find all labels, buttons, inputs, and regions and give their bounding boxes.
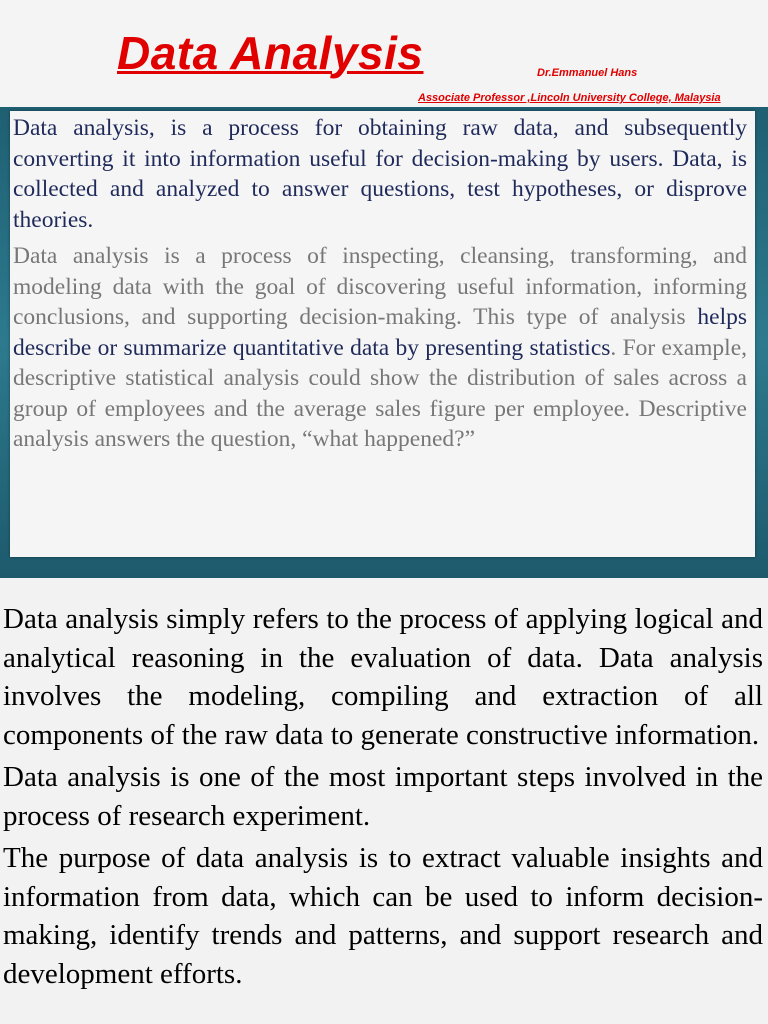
panel-text-segment: Data analysis is a process of inspecting, cleansing, transforming, and modeling data with the goal of discovering useful information, informing conclusions, and supporting decision-making. This type of analysis — [13, 243, 747, 330]
body-paragraph-1: Data analysis simply refers to the process of applying logical and analytical reasoning in the evaluation of data. Data analysis involves the modeling, compiling and extraction of all components of the raw data to generate constructive information. — [3, 603, 763, 751]
author-affiliation: Associate Professor ,Lincoln University College, Malaysia — [418, 92, 721, 104]
panel-text-highlight: helps describe or summarize quantitative data by presenting statistics — [13, 304, 747, 361]
author-name: Dr.Emmanuel Hans — [537, 67, 638, 79]
panel-paragraph-description — [13, 241, 747, 455]
body-paragraph-2: Data analysis is one of the most important steps involved in the process of research experiment. — [3, 761, 763, 832]
definition-panel — [10, 111, 755, 557]
body-paragraph-3: The purpose of data analysis is to extract valuable insights and information from data, which can be used to inform decision-making, identify trends and patterns, and support research and development efforts. — [3, 842, 763, 990]
page-title: Data Analysis — [117, 27, 424, 79]
panel-text-segment: . For example, descriptive statistical analysis could show the distribution of sales across a group of employees and the average sales figure per employee. Descriptive analysis answers the question, “what happened?” — [13, 334, 747, 452]
panel-paragraph-definition: Data analysis, is a process for obtaining raw data, and subsequently converting it into information useful for decision-making by users. Data, is collected and analyzed to answer questions, test hypotheses, or disprove theories. — [13, 115, 747, 233]
body-text — [3, 600, 763, 997]
slide-header — [0, 0, 768, 108]
